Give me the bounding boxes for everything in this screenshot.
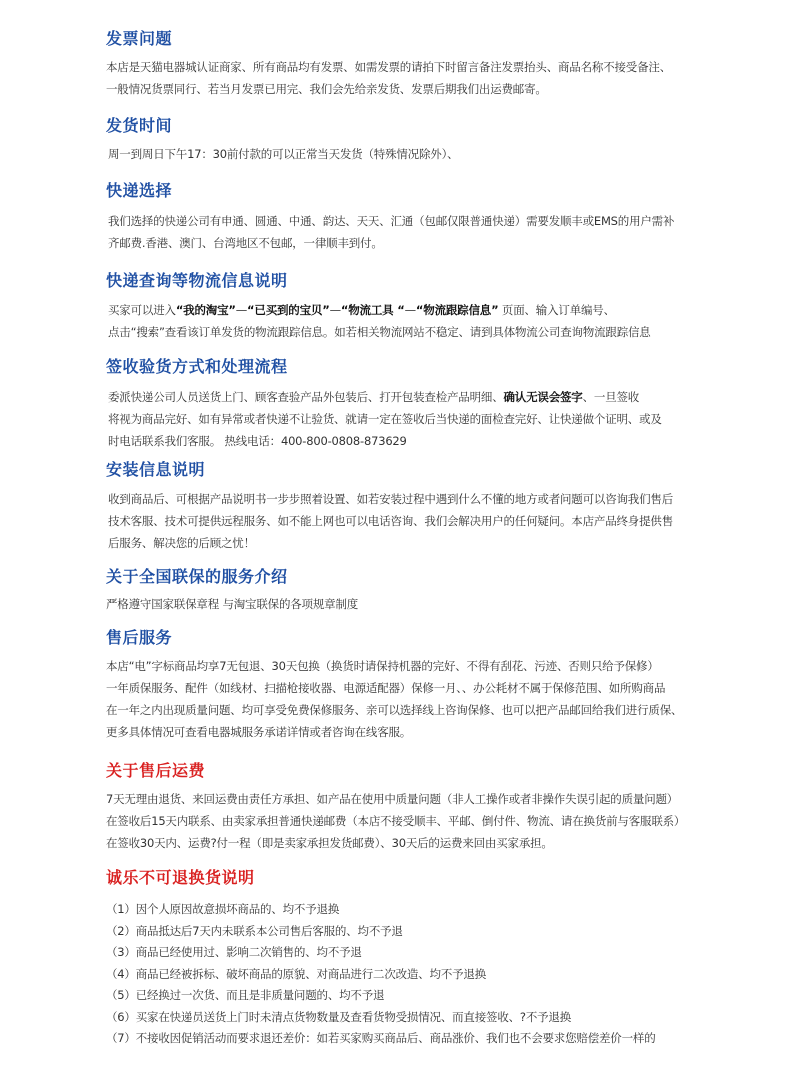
body-line [108, 386, 790, 408]
text: 买家可以进入 [108, 303, 176, 317]
section-body [0, 655, 790, 743]
emphasis-bought-items: “已买到的宝贝” [247, 303, 330, 317]
section-title: 发票问题 [106, 29, 173, 48]
section-title: 安装信息说明 [106, 460, 206, 479]
text: 页面、输入订单编号、 [498, 303, 615, 317]
body-line [108, 299, 790, 321]
body-line: 后服务、解决您的后顾之忧！ [108, 536, 255, 550]
emphasis-sign: 确认无误会签字 [503, 390, 583, 404]
body-line: 在签收30天内、运费?付一程（即是卖家承担发货邮费）、30天后的运费来回由买家承担。 [106, 836, 553, 850]
section-invoice [0, 29, 790, 100]
section-body [0, 488, 790, 554]
section-title: 售后服务 [106, 628, 173, 647]
section-body [0, 386, 790, 452]
list-item: （3）商品已经使用过、影响二次销售的、均不予退 [106, 945, 362, 959]
section-body [0, 143, 790, 165]
section-logistics-info [0, 271, 790, 343]
body-line: 更多具体情况可查看电器城服务承诺详情或者咨询在线客服。 [106, 725, 412, 739]
separator: — [404, 303, 416, 317]
section-warranty [0, 567, 790, 615]
body-line: 严格遵守国家联保章程 与淘宝联保的各项规章制度 [106, 597, 359, 611]
section-title: 关于售后运费 [106, 761, 206, 780]
body-line: 齐邮费.香港、澳门、台湾地区不包邮，一律顺丰到付。 [108, 236, 383, 250]
body-line: 时电话联系我们客服。 热线电话：400-800-0808-873629 [108, 434, 407, 448]
list-item: （5）已经换过一次货、而且是非质量问题的、均不予退 [106, 988, 385, 1002]
body-line: 本店是天猫电器城认证商家、所有商品均有发票、如需发票的请拍下时留言备注发票抬头、商品名称不接受备注、 [106, 60, 671, 74]
body-line: 一年质保服务、配件（如线材、扫描枪接收器、电源适配器）保修一月、、办公耗材不属于保修范围、如所购商品 [106, 681, 666, 695]
section-courier-choice [0, 181, 790, 254]
emphasis-tracking-info: “物流跟踪信息” [415, 303, 499, 317]
text: 委派快递公司人员送货上门、顾客查验产品外包装后、打开包装查检产品明细、 [108, 390, 504, 404]
separator: — [329, 303, 341, 317]
section-title: 发货时间 [106, 116, 173, 135]
body-line: 在一年之内出现质量问题、均可享受免费保修服务、亲可以选择线上咨询保修、也可以把产品邮回给我们进行质保、 [106, 703, 683, 717]
list-item: （7）不接收因促销活动而要求退还差价：如若买家购买商品后、商品涨价、我们也不会要求您赔偿差价一样的 [106, 1031, 656, 1045]
text: 、一旦签收 [582, 390, 640, 404]
section-title: 快递选择 [106, 181, 173, 200]
body-line: 一般情况货票同行、若当月发票已用完、我们会先给亲发货、发票后期我们出运费邮寄。 [106, 82, 547, 96]
section-title: 关于全国联保的服务介绍 [106, 567, 288, 586]
section-after-sales [0, 628, 790, 743]
section-shipping-fee [0, 761, 790, 854]
section-body [0, 210, 790, 254]
section-inspection-process [0, 357, 790, 452]
section-non-returnable [0, 868, 790, 1050]
section-body [0, 899, 790, 1050]
body-line: 在签收后15天内联系、由卖家承担普通快递邮费（本店不接受顺丰、平邮、倒付件、物流、请在换货前与客服联系） [106, 814, 686, 828]
section-title: 签收验货方式和处理流程 [106, 357, 288, 376]
section-body [0, 788, 790, 854]
body-line: 将视为商品完好、如有异常或者快递不让验货、就请一定在签收后当快递的面检查完好、让快递做个证明、或及 [108, 412, 662, 426]
body-line: 收到商品后、可根据产品说明书一步步照着设置、如若安装过程中遇到什么不懂的地方或者问题可以咨询我们售后 [108, 492, 673, 506]
section-title: 诚乐不可退换货说明 [106, 868, 255, 887]
separator: — [235, 303, 248, 317]
body-line: 本店“电”字标商品均享7无包退、30天包换（换货时请保持机器的完好、不得有刮花、污迹、否则只给予保修） [106, 659, 659, 673]
list-item: （6）买家在快递员送货上门时未清点货物数量及查看货物受损情况、而直接签收、?不予退换 [106, 1009, 572, 1024]
body-line: 技术客服、技术可提供远程服务、如不能上网也可以电话咨询、我们会解决用户的任何疑问。本店产品终身提供售 [108, 514, 673, 528]
list-item: （4）商品已经被拆标、破坏商品的原貌、对商品进行二次改造、均不予退换 [106, 966, 487, 981]
section-installation [0, 460, 790, 554]
body-line: 点击“搜索”查看该订单发货的物流跟踪信息。如若相关物流网站不稳定、请到具体物流公司查询物流跟踪信息 [108, 325, 651, 339]
body-line: 7天无理由退货、来回运费由责任方承担、如产品在使用中质量问题（非人工操作或者非操作失误引起的质量问题） [106, 792, 679, 806]
body-line: 我们选择的快递公司有申通、圆通、中通、韵达、天天、汇通（包邮仅限普通快递）需要发顺丰或EMS的用户需补 [108, 214, 675, 228]
section-body [0, 593, 790, 615]
section-body [0, 299, 790, 343]
section-title: 快递查询等物流信息说明 [106, 271, 288, 290]
body-line: 周一到周日下午17：30前付款的可以正常当天发货（特殊情况除外）、 [108, 147, 459, 161]
section-shipping-time [0, 116, 790, 165]
section-body [0, 56, 790, 100]
list-item: （2）商品抵达后7天内未联系本公司售后客服的、均不予退 [106, 923, 403, 938]
list-item: （1）因个人原因故意损坏商品的、均不予退换 [106, 902, 340, 916]
emphasis-my-taobao: “我的淘宝” [175, 303, 236, 317]
emphasis-logistics-tools: “物流工具 “ [340, 303, 405, 317]
